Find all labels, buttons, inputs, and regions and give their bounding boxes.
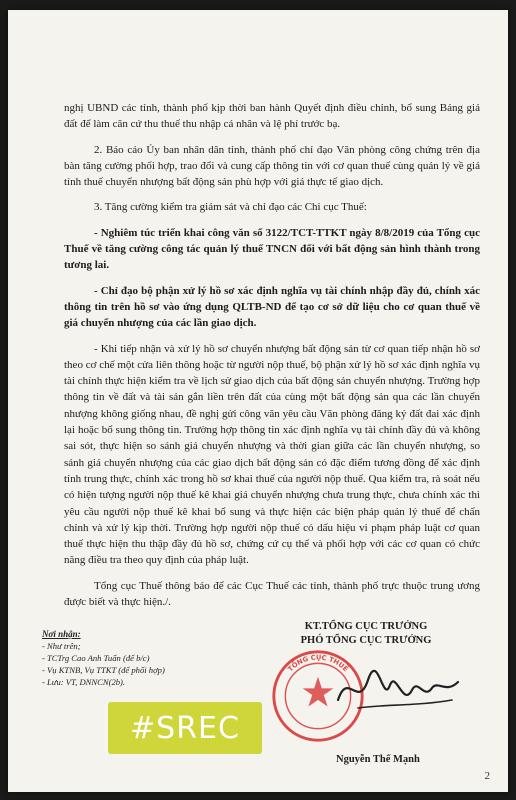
paragraph: - Chỉ đạo bộ phận xử lý hồ sơ xác định nghĩa vụ tài chính nhập đầy đủ, chính xác thông tin trên hồ sơ vào ứng dụng QLTB-ND để tạo cơ sở dữ liệu cho cơ quan thuế về giá chuyển nhượng của các lần giao dịch. — [64, 284, 480, 330]
stamp-text: TỔNG CỤC THUẾ — [286, 653, 350, 674]
paragraph: nghị UBND các tỉnh, thành phố kịp thời ban hành Quyết định điều chỉnh, bổ sung Bảng giá đất để làm căn cứ thu thuế thu nhập cá nhân và lệ phí trước bạ. — [64, 102, 480, 131]
paragraph: 3. Tăng cường kiểm tra giám sát và chỉ đạo các Chi cục Thuế: — [94, 201, 367, 214]
paragraph: - Nghiêm túc triển khai công văn số 3122/TCT-TTKT ngày 8/8/2019 của Tổng cục Thuế về tăng cường công tác quản lý thuế TNCN đối với bất động sản hình thành trong tương lai. — [64, 226, 480, 272]
signature-line2: PHÓ TỔNG CỤC TRƯỞNG — [300, 635, 432, 646]
recipient-item: - Vụ KTNB, Vụ TTKT (để phối hợp) — [42, 665, 165, 675]
recipients-heading: Nơi nhận: — [42, 629, 81, 639]
handwritten-signature-icon — [328, 660, 468, 720]
srec-tag-badge: #SREC — [108, 702, 262, 754]
recipients-list — [42, 628, 232, 688]
signature-title — [266, 620, 466, 648]
document-body — [64, 100, 480, 610]
signer-name: Nguyễn Thế Mạnh — [336, 754, 420, 765]
paragraph: Tổng cục Thuế thông báo để các Cục Thuế các tỉnh, thành phố trực thuộc trung ương được biết và thực hiện./. — [64, 579, 480, 609]
paragraph: 2. Báo cáo Ủy ban nhân dân tỉnh, thành phố chỉ đạo Văn phòng công chứng trên địa bàn tăng cường phối hợp, trao đổi và cung cấp thông tin với cơ quan thuế cùng quản lý về giá tính thuế chuyển nhượng bất động sản phù hợp với giá thực tế giao dịch. — [64, 143, 480, 189]
page-number: 2 — [484, 770, 490, 782]
document-page — [8, 10, 508, 792]
recipient-item: - TCTrg Cao Anh Tuấn (để b/c) — [42, 653, 150, 663]
recipient-item: - Lưu: VT, DNNCN(2b). — [42, 677, 126, 687]
paragraph: - Khi tiếp nhận và xử lý hồ sơ chuyển nhượng bất động sản từ cơ quan tiếp nhận hồ sơ theo cơ chế một cửa liên thông hoặc từ người nộp thuế, bộ phận xử lý hồ sơ xác định nghĩa vụ tài chính thực hiện kiểm tra về lịch sử giao dịch của bất động sản chuyển nhượng. Trường hợp thông tin về đất và tài sản gắn liền trên đất của cùng một bất động sản qua các lần chuyển nhượng không giống nhau, đề nghị gửi công văn yêu cầu Văn phòng đăng ký đất đai xác định lại hoặc bổ sung thông tin. Trường hợp thông tin xác định nghĩa vụ tài chính đầy đủ và không sai sót, thực hiện so sánh giá chuyển nhượng và thời gian giữa các lần chuyển nhượng, so sánh giá chuyển nhượng của các giao dịch bất động sản có đặc điểm tương đồng để xác định tính trung thực, chính xác trong hồ sơ khai thuế của người nộp thuế. Qua kiểm tra, rà soát nếu có hiện tượng người nộp thuế kê khai giá chuyển nhượng chưa trung thực, chưa chính xác thì yêu cầu người nộp thuế kê khai bổ sung và thực hiện các biện pháp quản lý thuế để chấn chỉnh và xử lý kịp thời. Trường hợp người nộp thuế có dấu hiệu vi phạm pháp luật cơ quan thuế thực hiện thu thập đầy đủ hồ sơ, chứng cứ cụ thể và phối hợp với các cơ quan có chức năng điều tra theo quy định của pháp luật. — [64, 342, 480, 567]
signature-line1: KT.TỔNG CỤC TRƯỞNG — [304, 621, 428, 632]
recipient-item: - Như trên; — [42, 641, 81, 651]
